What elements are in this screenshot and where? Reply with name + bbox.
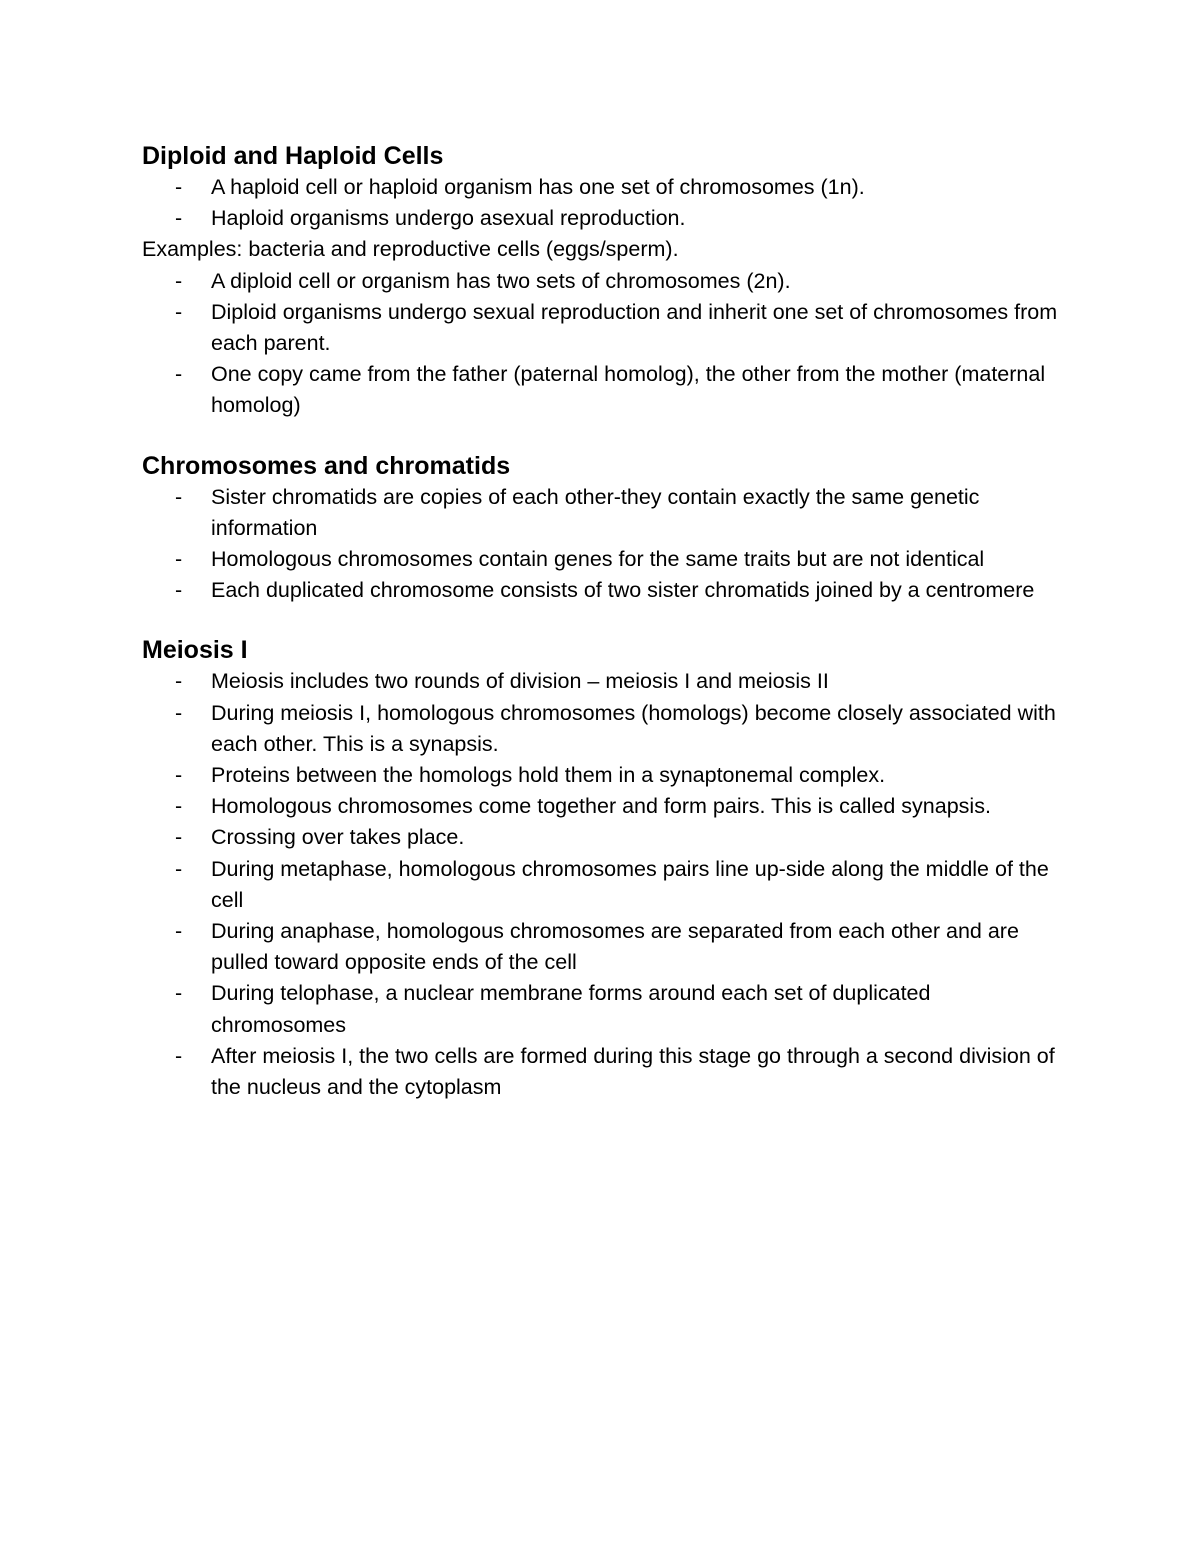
section-diploid-haploid [142,140,1070,422]
dash-marker: - [175,578,183,603]
dash-marker: - [175,856,183,881]
list-item: - Proteins between the homologs hold them in a synaptonemal complex. [142,760,1070,791]
list-item: - After meiosis I, the two cells are formed during this stage go through a second division of the nucleus and the cytoplasm [142,1041,1070,1103]
list-item: - Each duplicated chromosome consists of two sister chromatids joined by a centromere [142,575,1070,606]
list-item: - Homologous chromosomes contain genes for the same traits but are not identical [142,544,1070,575]
bullet-list [142,666,1070,1103]
list-item: - A haploid cell or haploid organism has one set of chromosomes (1n). [142,172,1070,203]
list-item: - Crossing over takes place. [142,822,1070,853]
dash-marker: - [175,919,183,944]
section-heading: Diploid and Haploid Cells [142,142,444,170]
dash-marker: - [175,299,183,324]
bullet-list [142,482,1070,607]
list-item: - Meiosis includes two rounds of division – meiosis I and meiosis II [142,666,1070,697]
examples-note: Examples: bacteria and reproductive cells (eggs/sperm). [142,237,679,262]
dash-marker: - [175,547,183,572]
dash-marker: - [175,825,183,850]
dash-marker: - [175,981,183,1006]
dash-marker: - [175,175,183,199]
list-item: - During telophase, a nuclear membrane forms around each set of duplicated chromosomes [142,978,1070,1040]
list-item: - A diploid cell or organism has two sets of chromosomes (2n). [142,266,1070,297]
list-item: - Homologous chromosomes come together and form pairs. This is called synapsis. [142,791,1070,822]
dash-marker: - [175,763,183,788]
dash-marker: - [175,700,183,725]
dash-marker: - [175,669,183,694]
list-item: - During anaphase, homologous chromosomes are separated from each other and are pulled toward opposite ends of the cell [142,916,1070,978]
dash-marker: - [175,206,183,231]
section-heading: Meiosis I [142,636,248,665]
list-item: - Haploid organisms undergo asexual reproduction. [142,203,1070,234]
dash-marker: - [175,1043,183,1068]
list-item: - One copy came from the father (paternal homolog), the other from the mother (maternal homolog) [142,359,1070,421]
bullet-list [142,266,1070,422]
list-item: - Sister chromatids are copies of each other-they contain exactly the same genetic information [142,482,1070,544]
dash-marker: - [175,268,183,293]
list-item: - Diploid organisms undergo sexual reproduction and inherit one set of chromosomes from each parent. [142,297,1070,359]
bullet-list [142,172,1070,234]
list-item: - During meiosis I, homologous chromosomes (homologs) become closely associated with each other. This is a synapsis. [142,698,1070,760]
section-meiosis-1 [142,634,1070,1103]
dash-marker: - [175,794,183,819]
section-heading: Chromosomes and chromatids [142,451,511,480]
list-item: - During metaphase, homologous chromosomes pairs line up-side along the middle of the cell [142,854,1070,916]
section-chromosomes-chromatids [142,450,1070,607]
dash-marker: - [175,362,183,387]
dash-marker: - [175,484,183,509]
